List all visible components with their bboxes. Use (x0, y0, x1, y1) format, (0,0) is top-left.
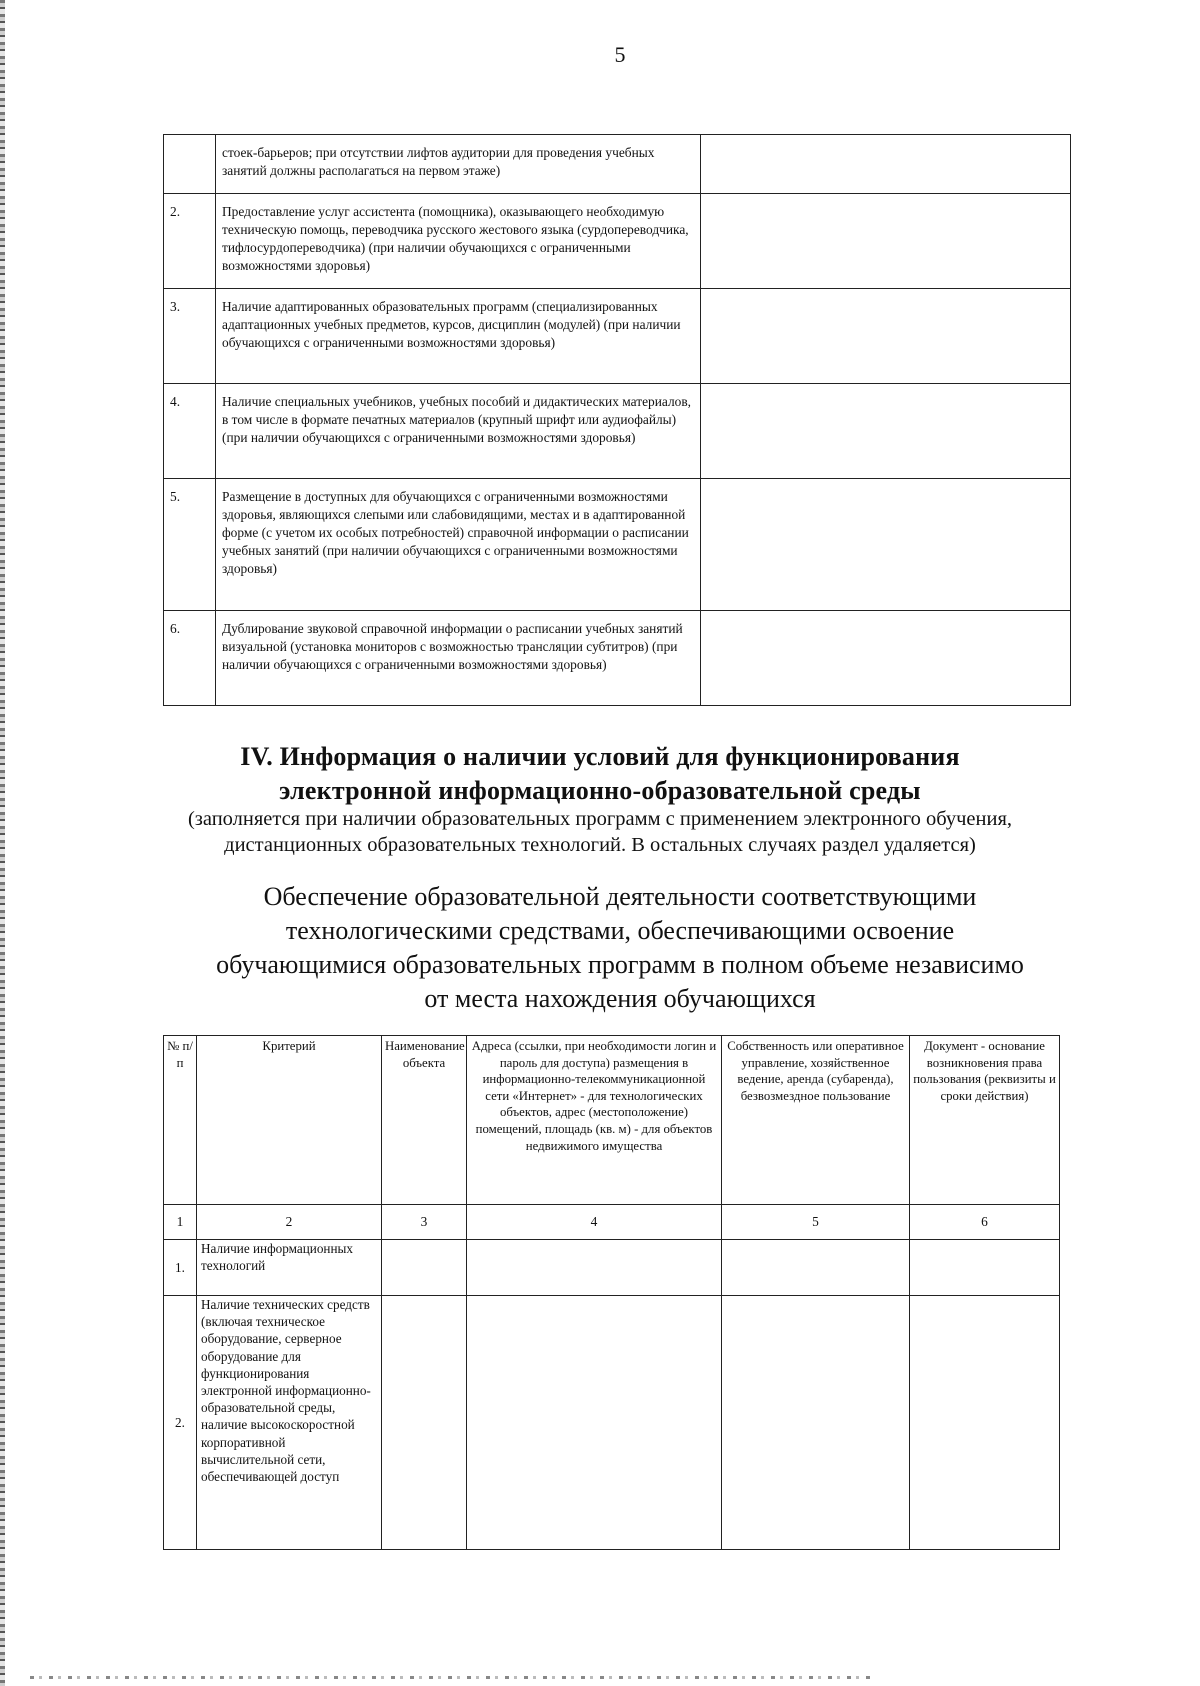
section-title-line: электронной информационно-образовательной среды (279, 776, 921, 805)
row-value (701, 194, 1071, 289)
column-index-row (164, 1205, 1060, 1240)
table-row (164, 479, 1071, 611)
column-header: Документ - основание возникновения права пользования (реквизиты и сроки действия) (910, 1036, 1060, 1205)
row-text: Размещение в доступных для обучающихся с ограниченными возможностями здоровья, являющихся слепыми или слабовидящими, местах и в адаптированной форме (с учетом их особых потребностей) справочной информации о расписании учебных занятий (при наличии обучающихся с ограниченными возможностями здоровья) (216, 479, 701, 611)
row-text: Наличие специальных учебников, учебных пособий и дидактических материалов, в том числе в формате печатных материалов (крупный шрифт или аудиофайлы) (при наличии обучающихся с ограниченными возможностями здоровья) (216, 384, 701, 479)
column-index: 4 (467, 1205, 722, 1240)
row-value (701, 384, 1071, 479)
row-value (701, 611, 1071, 706)
object-name-cell (382, 1296, 467, 1550)
subsection-title-line: обучающимися образовательных программ в полном объеме независимо (216, 950, 1024, 979)
subsection-title-line: Обеспечение образовательной деятельности соответствующими (263, 882, 977, 911)
row-number: 2. (164, 1296, 197, 1550)
row-text: стоек-барьеров; при отсутствии лифтов аудитории для проведения учебных занятий должны располагаться на первом этаже) (216, 135, 701, 194)
table-row (164, 611, 1071, 706)
row-text: Предоставление услуг ассистента (помощника), оказывающего необходимую техническую помощь, переводчика русского жестового языка (сурдопереводчика, тифлосурдопереводчика) (при наличии обучающихся с ограниченными возможностями здоровья) (216, 194, 701, 289)
table-row (164, 384, 1071, 479)
row-text: Наличие адаптированных образовательных программ (специализированных адаптационных учебных предметов, курсов, дисциплин (модулей) (при наличии обучающихся с ограниченными возможностями здоровья) (216, 289, 701, 384)
table-row (164, 135, 1071, 194)
e-learning-table (163, 1035, 1060, 1550)
section-note (120, 806, 1080, 858)
document-cell (910, 1240, 1060, 1296)
column-header: № п/п (164, 1036, 197, 1205)
scan-bottom-artifact (30, 1676, 870, 1679)
row-number: 1. (164, 1240, 197, 1296)
row-number: 5. (164, 479, 216, 611)
column-header: Адреса (ссылки, при необходимости логин и пароль для доступа) размещения в информационно-телекоммуникационной сети «Интернет» - для технологических объектов, адрес (местоположение) помещений, площадь (кв. м) - для объектов недвижимого имущества (467, 1036, 722, 1205)
row-number: 3. (164, 289, 216, 384)
row-text: Дублирование звуковой справочной информации о расписании учебных занятий визуальной (установка мониторов с возможностью трансляции субтитров) (при наличии обучающихся с ограниченными возможностями здоровья) (216, 611, 701, 706)
column-header: Критерий (197, 1036, 382, 1205)
column-index: 6 (910, 1205, 1060, 1240)
row-value (701, 289, 1071, 384)
row-value (701, 479, 1071, 611)
table-row (164, 289, 1071, 384)
table-row (164, 1240, 1060, 1296)
row-value (701, 135, 1071, 194)
object-name-cell (382, 1240, 467, 1296)
section-note-line: (заполняется при наличии образовательных программ с применением электронного обучения, (187, 808, 1013, 830)
address-cell (467, 1240, 722, 1296)
table-row (164, 1296, 1060, 1550)
column-header: Собственность или оперативное управление, хозяйственное ведение, аренда (субаренда), безвозмездное пользование (722, 1036, 910, 1205)
row-number: 2. (164, 194, 216, 289)
subsection-title (160, 880, 1080, 1016)
section-title-line: IV. Информация о наличии условий для функционирования (240, 742, 960, 771)
section-note-line: дистанционных образовательных технологий. В остальных случаях раздел удаляется) (224, 834, 976, 856)
row-number: 6. (164, 611, 216, 706)
scan-edge-artifact (0, 0, 5, 1686)
row-number (164, 135, 216, 194)
criterion-cell: Наличие информационных технологий (197, 1240, 382, 1296)
column-index: 3 (382, 1205, 467, 1240)
column-index: 1 (164, 1205, 197, 1240)
row-number: 4. (164, 384, 216, 479)
table-row (164, 194, 1071, 289)
ownership-cell (722, 1296, 910, 1550)
column-index: 2 (197, 1205, 382, 1240)
table-header-row (164, 1036, 1060, 1205)
column-header: Наименование объекта (382, 1036, 467, 1205)
ownership-cell (722, 1240, 910, 1296)
accessibility-table (163, 134, 1071, 706)
subsection-title-line: технологическими средствами, обеспечивающими освоение (285, 916, 955, 945)
document-cell (910, 1296, 1060, 1550)
address-cell (467, 1296, 722, 1550)
subsection-title-line: от места нахождения обучающихся (424, 984, 816, 1013)
page-number: 5 (614, 42, 626, 67)
column-index: 5 (722, 1205, 910, 1240)
criterion-cell: Наличие технических средств (включая техническое оборудование, серверное оборудование для функционирования электронной информационно-образовательной среды, наличие высокоскоростной корпоративной вычислительной сети, обеспечивающей доступ (197, 1296, 382, 1550)
section-title (120, 740, 1080, 808)
